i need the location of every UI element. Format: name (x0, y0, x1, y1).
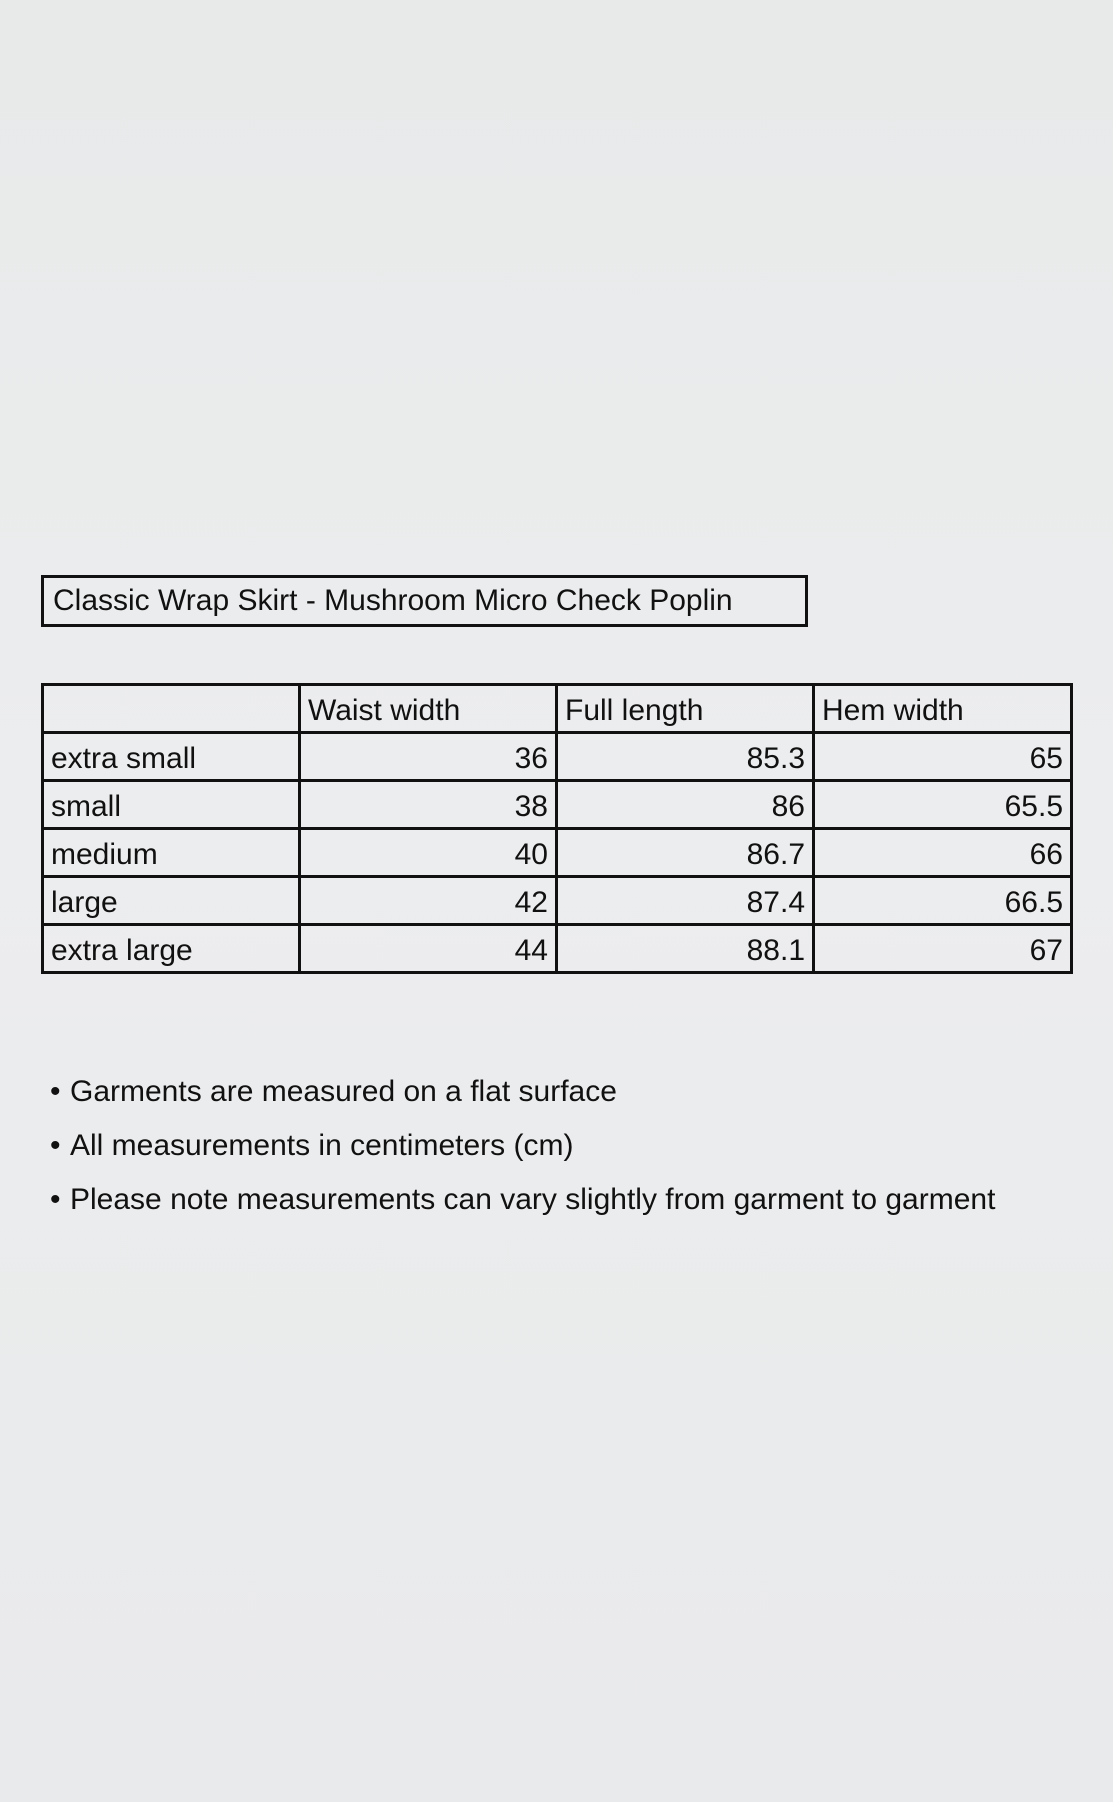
hem-width-value: 66 (814, 829, 1072, 877)
hem-width-value: 66.5 (814, 877, 1072, 925)
note-item (50, 1068, 995, 1122)
size-chart-table (41, 683, 1073, 974)
full-length-value: 86.7 (557, 829, 814, 877)
bullet-icon: • (50, 1183, 61, 1216)
waist-width-value: 44 (300, 925, 557, 973)
hem-width-value: 65 (814, 733, 1072, 781)
table-row (43, 925, 1072, 973)
table-row (43, 877, 1072, 925)
full-length-value: 86 (557, 781, 814, 829)
note-text: All measurements in centimeters (cm) (70, 1129, 574, 1162)
header-cell-hem-width: Hem width (814, 685, 1072, 733)
note-text: Garments are measured on a flat surface (70, 1075, 617, 1108)
table-row (43, 781, 1072, 829)
waist-width-value: 36 (300, 733, 557, 781)
size-label: extra large (43, 925, 300, 973)
size-label: small (43, 781, 300, 829)
bullet-icon: • (50, 1129, 61, 1162)
size-label: medium (43, 829, 300, 877)
hem-width-value: 65.5 (814, 781, 1072, 829)
header-cell-waist-width: Waist width (300, 685, 557, 733)
note-item (50, 1176, 995, 1230)
hem-width-value: 67 (814, 925, 1072, 973)
measurement-notes (50, 1068, 995, 1230)
product-title: Classic Wrap Skirt - Mushroom Micro Check Poplin (41, 575, 808, 627)
table-row (43, 733, 1072, 781)
full-length-value: 88.1 (557, 925, 814, 973)
table-row (43, 829, 1072, 877)
note-item (50, 1122, 995, 1176)
bullet-icon: • (50, 1075, 61, 1108)
header-cell-full-length: Full length (557, 685, 814, 733)
size-label: large (43, 877, 300, 925)
size-label: extra small (43, 733, 300, 781)
waist-width-value: 40 (300, 829, 557, 877)
full-length-value: 85.3 (557, 733, 814, 781)
waist-width-value: 38 (300, 781, 557, 829)
header-cell-empty (43, 685, 300, 733)
waist-width-value: 42 (300, 877, 557, 925)
table-header-row (43, 685, 1072, 733)
full-length-value: 87.4 (557, 877, 814, 925)
note-text: Please note measurements can vary slightly from garment to garment (70, 1183, 996, 1216)
